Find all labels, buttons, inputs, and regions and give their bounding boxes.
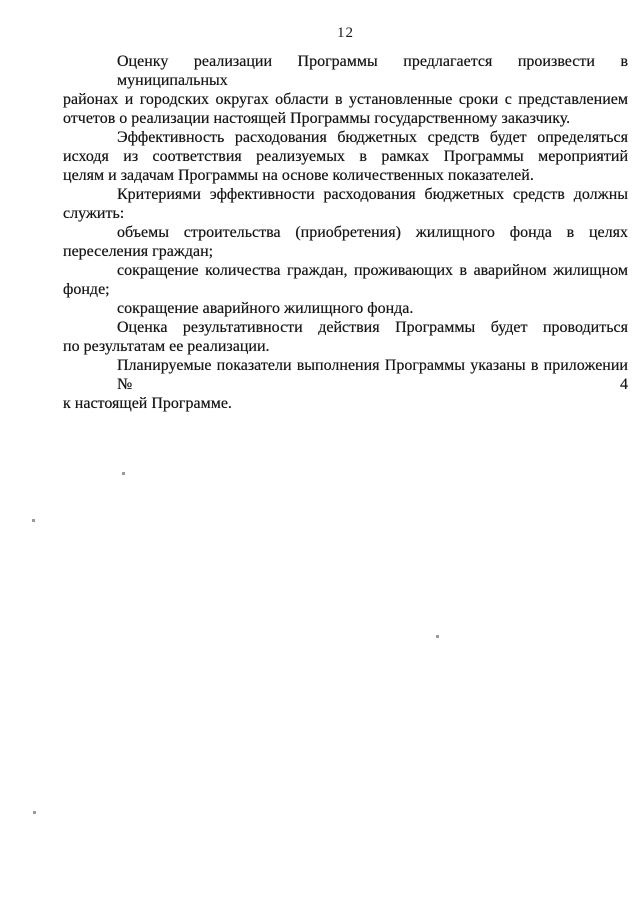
text-line: исходя из соответствия реализуемых в рамках Программы мероприятий (63, 148, 628, 165)
text-line: Оценку реализации Программы предлагается произвести в муниципальных (117, 53, 628, 89)
page-number: 12 (337, 25, 354, 41)
text-line: Критериями эффективности расходования бюджетных средств должны (117, 186, 628, 203)
text-line: Оценка результативности действия Программы будет проводиться (117, 319, 628, 336)
text-line: сокращение количества граждан, проживающих в аварийном жилищном (117, 262, 628, 279)
text-line: переселения граждан; (63, 243, 214, 260)
text-line: отчетов о реализации настоящей Программы государственному заказчику. (63, 110, 571, 127)
scan-speckle (33, 811, 36, 814)
text-line: объемы строительства (приобретения) жилищного фонда в целях (117, 224, 628, 241)
text-line: к настоящей Программе. (63, 395, 232, 412)
text-line: районах и городских округах области в установленные сроки с представлением (63, 91, 628, 108)
text-line: Планируемые показатели выполнения Программы указаны в приложении № 4 (117, 357, 628, 393)
document-body (63, 52, 628, 413)
text-line: Эффективность расходования бюджетных средств будет определяться (117, 129, 628, 146)
text-line: фонде; (63, 281, 110, 298)
text-line: по результатам ее реализации. (63, 338, 270, 355)
scan-speckle (436, 635, 439, 638)
text-line: сокращение аварийного жилищного фонда. (117, 300, 414, 317)
scan-speckle (32, 519, 35, 522)
text-line: служить: (63, 205, 125, 222)
text-line: целям и задачам Программы на основе количественных показателей. (63, 167, 534, 184)
scan-speckle (122, 472, 125, 475)
